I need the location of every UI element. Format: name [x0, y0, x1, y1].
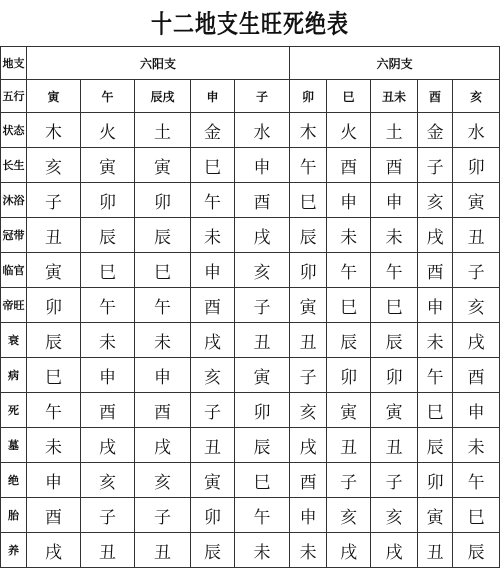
table-cell: 木: [290, 113, 327, 148]
table-cell: 丑: [327, 428, 371, 463]
row-label: 状态: [1, 113, 27, 148]
table-cell: 子: [371, 463, 418, 498]
table-cell: 未: [81, 323, 135, 358]
table-cell: 卯: [135, 183, 191, 218]
table-cell: 巳: [327, 288, 371, 323]
table-cell: 寅: [235, 358, 290, 393]
table-cell: 丑: [135, 533, 191, 568]
table-cell: 巳: [191, 148, 235, 183]
title-text: 十二地支生旺死绝表: [151, 9, 349, 39]
table-cell: 卯: [235, 393, 290, 428]
row-label: 胎: [1, 498, 27, 533]
branch-header-row: [1, 80, 500, 113]
table-cell: 丑: [290, 323, 327, 358]
table-cell: 火: [327, 113, 371, 148]
table-cell: 午: [418, 358, 453, 393]
table-cell: 亥: [81, 463, 135, 498]
five-elements-label: 五行: [1, 80, 27, 113]
table-row: [1, 113, 500, 148]
branch-header-cell: 辰戌: [135, 80, 191, 113]
table-row: [1, 253, 500, 288]
row-label: 衰: [1, 323, 27, 358]
row-label: 冠带: [1, 218, 27, 253]
row-label: 墓: [1, 428, 27, 463]
branch-header-cell: 丑未: [371, 80, 418, 113]
table-cell: 戌: [81, 428, 135, 463]
table-row: [1, 463, 500, 498]
table-cell: 戌: [371, 533, 418, 568]
table-cell: 亥: [453, 288, 500, 323]
table-cell: 寅: [191, 463, 235, 498]
table-cell: 巳: [418, 393, 453, 428]
table-cell: 未: [135, 323, 191, 358]
table-cell: 申: [453, 393, 500, 428]
table-cell: 土: [135, 113, 191, 148]
table-cell: 亥: [418, 183, 453, 218]
table-cell: 子: [27, 183, 81, 218]
table-cell: 卯: [81, 183, 135, 218]
table-cell: 未: [418, 323, 453, 358]
table-cell: 申: [418, 288, 453, 323]
table-cell: 卯: [290, 253, 327, 288]
table-row: [1, 428, 500, 463]
table-row: [1, 498, 500, 533]
table-cell: 巳: [290, 183, 327, 218]
table-cell: 亥: [191, 358, 235, 393]
branch-header-cell: 申: [191, 80, 235, 113]
page-title: [0, 0, 500, 46]
table-row: [1, 288, 500, 323]
yin-branches-header: 六阴支: [290, 47, 500, 80]
table-cell: 卯: [371, 358, 418, 393]
table-cell: 子: [290, 358, 327, 393]
table-cell: 午: [327, 253, 371, 288]
table-row: [1, 358, 500, 393]
table-cell: 午: [191, 183, 235, 218]
table-cell: 未: [191, 218, 235, 253]
table-cell: 金: [191, 113, 235, 148]
table-row: [1, 183, 500, 218]
row-label: 长生: [1, 148, 27, 183]
table-cell: 子: [418, 148, 453, 183]
table-cell: 丑: [453, 218, 500, 253]
table-cell: 酉: [453, 358, 500, 393]
table-cell: 寅: [27, 253, 81, 288]
table-cell: 酉: [418, 253, 453, 288]
table-cell: 卯: [191, 498, 235, 533]
table-cell: 丑: [191, 428, 235, 463]
table-cell: 申: [371, 183, 418, 218]
table-cell: 酉: [235, 183, 290, 218]
table-cell: 午: [235, 498, 290, 533]
table-cell: 子: [135, 498, 191, 533]
table-cell: 子: [235, 288, 290, 323]
table-cell: 申: [27, 463, 81, 498]
table-cell: 酉: [27, 498, 81, 533]
table-cell: 戌: [327, 533, 371, 568]
table-cell: 寅: [418, 498, 453, 533]
table-cell: 寅: [135, 148, 191, 183]
table-cell: 亥: [371, 498, 418, 533]
table-cell: 未: [327, 218, 371, 253]
branch-header-cell: 亥: [453, 80, 500, 113]
table-cell: 酉: [135, 393, 191, 428]
table-cell: 戌: [290, 428, 327, 463]
branch-header-cell: 子: [235, 80, 290, 113]
table-cell: 酉: [290, 463, 327, 498]
table-cell: 木: [27, 113, 81, 148]
table-cell: 丑: [235, 323, 290, 358]
table-cell: 土: [371, 113, 418, 148]
branch-header-cell: 巳: [327, 80, 371, 113]
table-cell: 巳: [371, 288, 418, 323]
table-cell: 辰: [135, 218, 191, 253]
table-cell: 巳: [135, 253, 191, 288]
table-cell: 卯: [418, 463, 453, 498]
row-label: 临官: [1, 253, 27, 288]
table-cell: 辰: [371, 323, 418, 358]
table-cell: 辰: [453, 533, 500, 568]
table-cell: 丑: [81, 533, 135, 568]
table-cell: 子: [327, 463, 371, 498]
table-cell: 戌: [418, 218, 453, 253]
table-cell: 酉: [81, 393, 135, 428]
table-cell: 辰: [191, 533, 235, 568]
table-cell: 戌: [27, 533, 81, 568]
table-cell: 申: [81, 358, 135, 393]
table-cell: 辰: [290, 218, 327, 253]
table-cell: 丑: [371, 428, 418, 463]
table-cell: 亥: [327, 498, 371, 533]
table-cell: 金: [418, 113, 453, 148]
table-cell: 子: [191, 393, 235, 428]
table-cell: 水: [235, 113, 290, 148]
branch-header-cell: 酉: [418, 80, 453, 113]
table-cell: 未: [371, 218, 418, 253]
table-cell: 巳: [81, 253, 135, 288]
table-cell: 辰: [235, 428, 290, 463]
table-cell: 戌: [235, 218, 290, 253]
table-cell: 巳: [235, 463, 290, 498]
table-row: [1, 533, 500, 568]
row-label: 养: [1, 533, 27, 568]
table-cell: 巳: [27, 358, 81, 393]
table-cell: 酉: [191, 288, 235, 323]
table-cell: 寅: [453, 183, 500, 218]
table-cell: 寅: [81, 148, 135, 183]
table-cell: 未: [290, 533, 327, 568]
table-cell: 亥: [235, 253, 290, 288]
table-cell: 亥: [27, 148, 81, 183]
table-cell: 申: [235, 148, 290, 183]
table-cell: 酉: [371, 148, 418, 183]
table-cell: 寅: [290, 288, 327, 323]
branch-header-cell: 寅: [27, 80, 81, 113]
table-cell: 申: [327, 183, 371, 218]
group-header-row: [1, 47, 500, 80]
corner-label: 地支: [1, 47, 27, 80]
row-label: 死: [1, 393, 27, 428]
table-cell: 戌: [453, 323, 500, 358]
row-label: 病: [1, 358, 27, 393]
table-cell: 午: [290, 148, 327, 183]
yang-branches-header: 六阳支: [27, 47, 290, 80]
twelve-stages-table: [0, 46, 500, 568]
table-cell: 辰: [418, 428, 453, 463]
table-cell: 寅: [327, 393, 371, 428]
table-cell: 亥: [135, 463, 191, 498]
branch-header-cell: 卯: [290, 80, 327, 113]
table-cell: 午: [27, 393, 81, 428]
table-cell: 巳: [453, 498, 500, 533]
table-cell: 亥: [290, 393, 327, 428]
table-cell: 火: [81, 113, 135, 148]
table-row: [1, 218, 500, 253]
row-label: 帝旺: [1, 288, 27, 323]
table-cell: 午: [81, 288, 135, 323]
table-row: [1, 393, 500, 428]
table-cell: 午: [371, 253, 418, 288]
branch-header-cell: 午: [81, 80, 135, 113]
table-cell: 未: [453, 428, 500, 463]
table-cell: 申: [191, 253, 235, 288]
table-row: [1, 323, 500, 358]
table-cell: 卯: [327, 358, 371, 393]
table-cell: 寅: [371, 393, 418, 428]
row-label: 沐浴: [1, 183, 27, 218]
table-cell: 卯: [27, 288, 81, 323]
table-cell: 子: [453, 253, 500, 288]
table-cell: 子: [81, 498, 135, 533]
table-cell: 申: [290, 498, 327, 533]
table-cell: 卯: [453, 148, 500, 183]
table-cell: 丑: [27, 218, 81, 253]
table-cell: 辰: [327, 323, 371, 358]
table-cell: 辰: [27, 323, 81, 358]
table-cell: 丑: [418, 533, 453, 568]
table-cell: 辰: [81, 218, 135, 253]
table-cell: 水: [453, 113, 500, 148]
table-cell: 午: [135, 288, 191, 323]
table-row: [1, 148, 500, 183]
table-cell: 未: [235, 533, 290, 568]
table-cell: 午: [453, 463, 500, 498]
table-cell: 申: [135, 358, 191, 393]
table-cell: 戌: [135, 428, 191, 463]
table-cell: 戌: [191, 323, 235, 358]
row-label: 绝: [1, 463, 27, 498]
table-cell: 未: [27, 428, 81, 463]
table-cell: 酉: [327, 148, 371, 183]
